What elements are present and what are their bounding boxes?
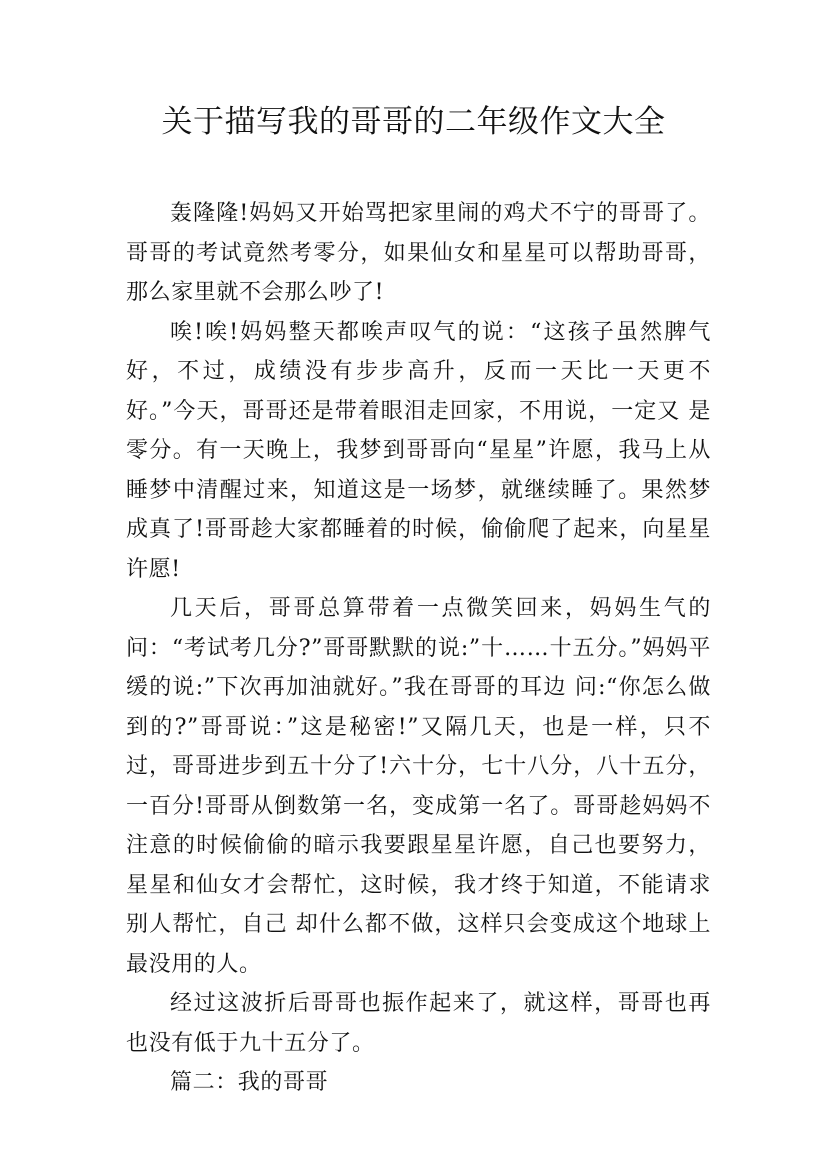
paragraph-2: 唉!唉!妈妈整天都唉声叹气的说：“这孩子虽然脾气好，不过，成绩没有步步高升，反而一天比一天更不好。”今天，哥哥还是带着眼泪走回家，不用说，一定又 是零分。有一天晚上，我梦到哥哥向“星星”许愿，我马上从睡梦中清醒过来，知道这是一场梦，就继续睡了。果然梦成真了!哥哥趁大家都睡着的时候，偷偷爬了起来，向星星许愿! [126, 319, 711, 582]
paragraph-1: 轰隆隆!妈妈又开始骂把家里闹的鸡犬不宁的哥哥了。哥哥的考试竟然考零分，如果仙女和星星可以帮助哥哥，那么家里就不会那么吵了! [126, 201, 711, 305]
paragraph-4: 经过这波折后哥哥也振作起来了，就这样，哥哥也再也没有低于九十五分了。 [126, 991, 711, 1056]
document-title: 关于描写我的哥哥的二年级作文大全 [161, 104, 666, 140]
paragraph-3: 几天后，哥哥总算带着一点微笑回来，妈妈生气的问：“考试考几分?”哥哥默默的说:”十……十五分。”妈妈平缓的说:”下次再加油就好。”我在哥哥的耳边 问:“你怎么做到的?”哥哥说：”这是秘密!”又隔几天，也是一样，只不过，哥哥进步到五十分了!六十分，七十八分，八十五分，一百分!哥哥从倒数第一名，变成第一名了。哥哥趁妈妈不注意的时候偷偷的暗示我要跟星星许愿，自己也要努力，星星和仙女才会帮忙，这时候，我才终于知道，不能请求别人帮忙，自己 却什么都不做，这样只会变成这个地球上最没用的人。 [126, 596, 711, 977]
section-heading: 篇二：我的哥哥 [170, 1070, 329, 1095]
document-body [126, 194, 711, 1103]
